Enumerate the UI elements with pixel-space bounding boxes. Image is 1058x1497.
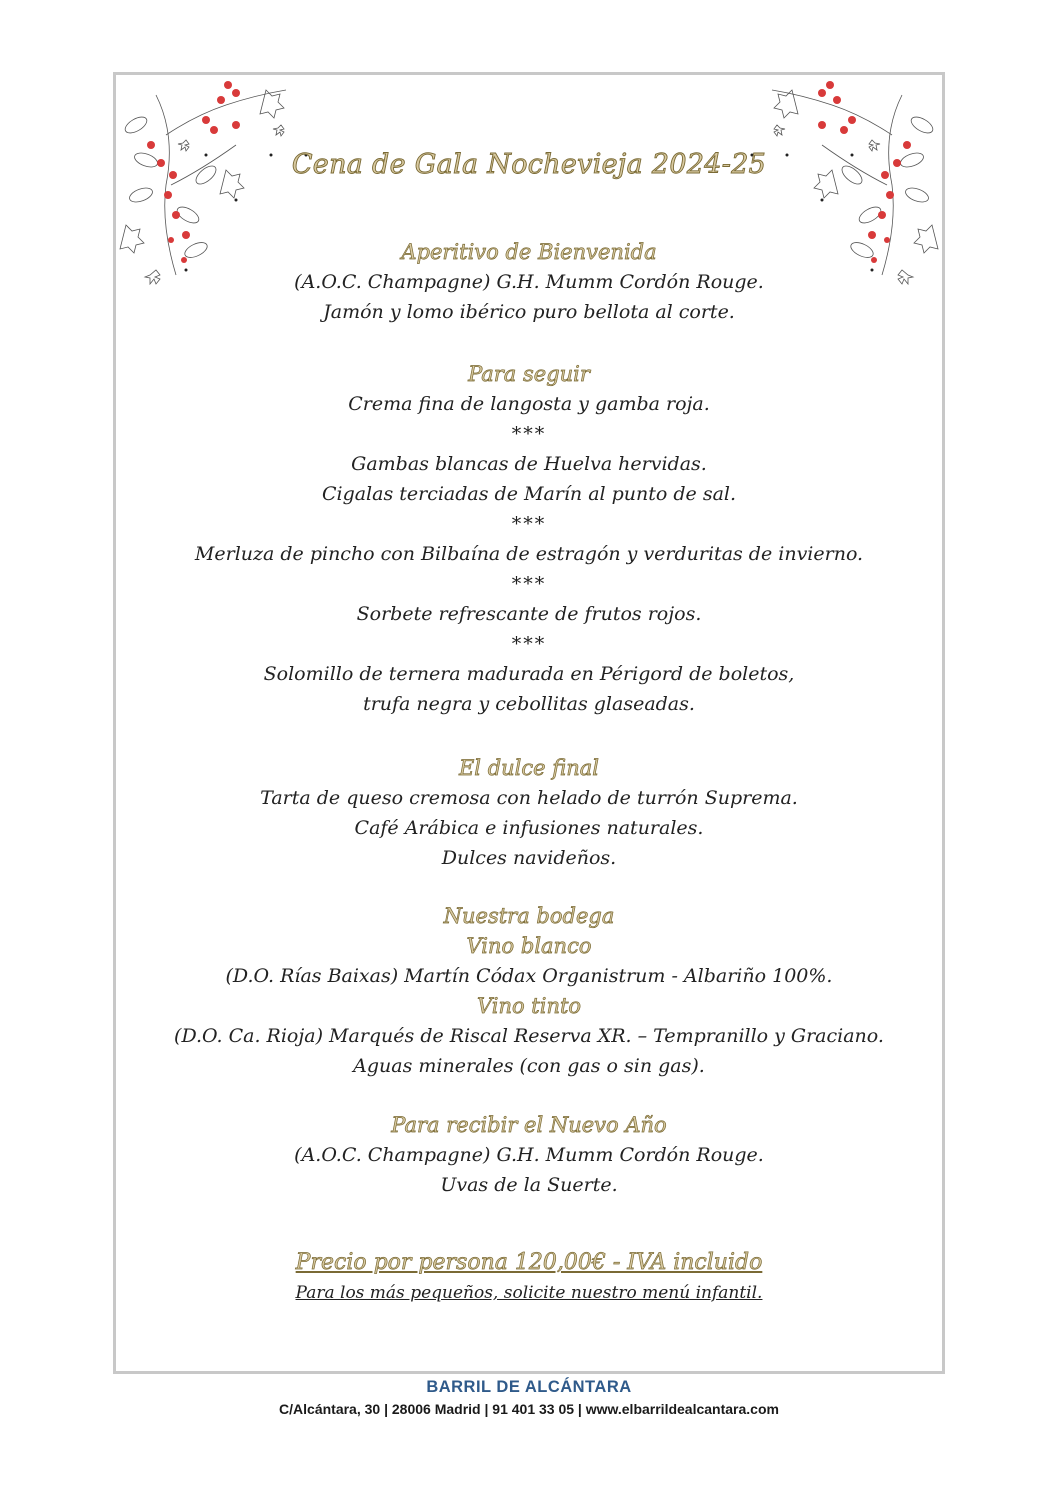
section-heading-seguir: Para seguir [468, 362, 590, 386]
menu-item: Gambas blancas de Huelva hervidas. [351, 453, 707, 475]
menu-item: Tarta de queso cremosa con helado de turrón Suprema. [260, 787, 798, 809]
menu-content [116, 140, 942, 1308]
menu-item: Dulces navideños. [441, 847, 617, 869]
section-heading-bodega: Nuestra bodega [443, 904, 615, 928]
menu-item: Sorbete refrescante de frutos rojos. [356, 603, 702, 625]
menu-item: Crema fina de langosta y gamba roja. [348, 393, 710, 415]
menu-item: (A.O.C. Champagne) G.H. Mumm Cordón Rouge. [294, 271, 764, 293]
menu-item: (D.O. Rías Baixas) Martín Códax Organistrum - Albariño 100%. [225, 965, 833, 987]
footer [0, 1376, 1058, 1420]
separator: *** [511, 513, 547, 535]
menu-item: Solomillo de ternera madurada en Périgord de boletos, [263, 663, 795, 685]
price-line: Precio por persona 120,00€ - IVA incluido [295, 1250, 763, 1275]
menu-item: Café Arábica e infusiones naturales. [354, 817, 704, 839]
menu-item: (D.O. Ca. Rioja) Marqués de Riscal Reserva XR. – Tempranillo y Graciano. [174, 1025, 884, 1047]
subheading-vino-tinto: Vino tinto [476, 994, 582, 1018]
menu-item: Aguas minerales (con gas o sin gas). [353, 1055, 705, 1077]
separator: *** [511, 633, 547, 655]
section-heading-nuevo-ano: Para recibir el Nuevo Año [391, 1113, 667, 1137]
menu-title: Cena de Gala Nochevieja 2024-25 [291, 149, 767, 180]
section-heading-dulce: El dulce final [458, 756, 600, 780]
separator: *** [511, 423, 547, 445]
menu-item: trufa negra y cebollitas glaseadas. [363, 693, 695, 715]
section-heading-aperitivo: Aperitivo de Bienvenida [401, 240, 657, 264]
subheading-vino-blanco: Vino blanco [466, 934, 592, 958]
restaurant-name: BARRIL DE ALCÁNTARA [426, 1378, 632, 1396]
menu-item: Merluza de pincho con Bilbaína de estragón y verduritas de invierno. [194, 543, 864, 565]
menu-item: Jamón y lomo ibérico puro bellota al corte. [323, 301, 735, 323]
menu-item: Cigalas terciadas de Marín al punto de sal. [321, 483, 737, 505]
contact-info: C/Alcántara, 30 | 28006 Madrid | 91 401 33 05 | www.elbarrildealcantara.com [279, 1401, 779, 1417]
kids-menu-note: Para los más pequeños, solicite nuestro menú infantil. [295, 1283, 763, 1303]
menu-item: Uvas de la Suerte. [440, 1174, 618, 1196]
separator: *** [511, 573, 547, 595]
menu-item: (A.O.C. Champagne) G.H. Mumm Cordón Rouge. [294, 1144, 764, 1166]
